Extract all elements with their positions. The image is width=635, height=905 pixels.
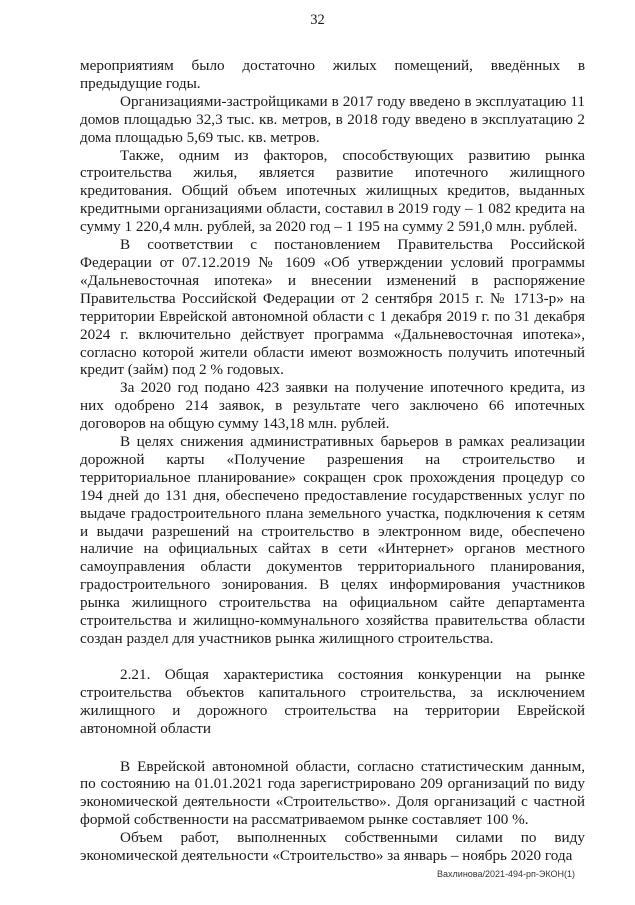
page-number: 32	[310, 12, 325, 28]
section-heading-2-21: 2.21. Общая характеристика состояния конкуренции на рынке строительства объектов капитального строительства, за исключением жилищного и дорожного строительства на территории Еврейской автономной области	[80, 665, 585, 737]
paragraph-mortgage-lending: Также, одним из факторов, способствующих развитию рынка строительства жилья, является развитие ипотечного жилищного кредитования. Общий объем ипотечных жилищных кредитов, выданных кредитными организациями области, составил в 2019 году – 1 082 кредита на сумму 1 220,4 млн. рублей, за 2020 год – 1 195 на сумму 2 591,0 млн. рублей.	[80, 146, 585, 236]
paragraph-developers: Организациями-застройщиками в 2017 году введено в эксплуатацию 11 домов площадью 32,3 тыс. кв. метров, в 2018 году введено в эксплуатацию 2 дома площадью 5,69 тыс. кв. метров.	[80, 92, 585, 146]
paragraph-continuation: мероприятиям было достаточно жилых помещений, введённых в предыдущие годы.	[80, 57, 585, 92]
paragraph-work-volume: Объем работ, выполненных собственными силами по виду экономической деятельности «Строительство» за январь – ноябрь 2020 года	[80, 829, 585, 865]
footer-document-code: Вахлинова/2021-494-рп-ЭКОН(1)	[437, 869, 575, 879]
paragraph-far-east-mortgage: В соответствии с постановлением Правительства Российской Федерации от 07.12.2019 № 1609 «Об утверждении условий программы «Дальневосточная ипотека» и внесении изменений в распоряжение Правительства Российской Федерации от 2 сентября 2015 г. № 1713-р» на территории Еврейской автономной области с 1 декабря 2019 г. по 31 декабря 2024 г. включительно действует программа «Дальневосточная ипотека», согласно которой жители области имеют возможность получить ипотечный кредит (займ) под 2 % годовых.	[80, 236, 585, 379]
paragraph-admin-barriers: В целях снижения административных барьеров в рамках реализации дорожной карты «Получение разрешения на строительство и территориальное планирование» сокращен срок прохождения процедур со 194 дней до 131 дня, обеспечено предоставление государственных услуг по выдаче градостроительного плана земельного участка, подключения к сетям и выдачи разрешений на строительство в электронном виде, обеспечено наличие на официальных сайтах в сети «Интернет» органов местного самоуправления области документов территориального планирования, градостроительного зонирования. В целях информирования участников рынка жилищного строительства на официальном сайте департамента строительства и жилищно-коммунального хозяйства правительства области создан раздел для участников рынка жилищного строительства.	[80, 433, 585, 647]
paragraph-organizations-count: В Еврейской автономной области, согласно статистическим данным, по состоянию на 01.01.2021 года зарегистрировано 209 организаций по виду экономической деятельности «Строительство». Доля организаций с частной формой собственности на рассматриваемом рынке составляет 100 %.	[80, 757, 585, 829]
document-body	[80, 57, 585, 865]
paragraph-applications-2020: За 2020 год подано 423 заявки на получение ипотечного кредита, из них одобрено 214 заявок, в результате чего заключено 66 ипотечных договоров на общую сумму 143,18 млн. рублей.	[80, 379, 585, 433]
